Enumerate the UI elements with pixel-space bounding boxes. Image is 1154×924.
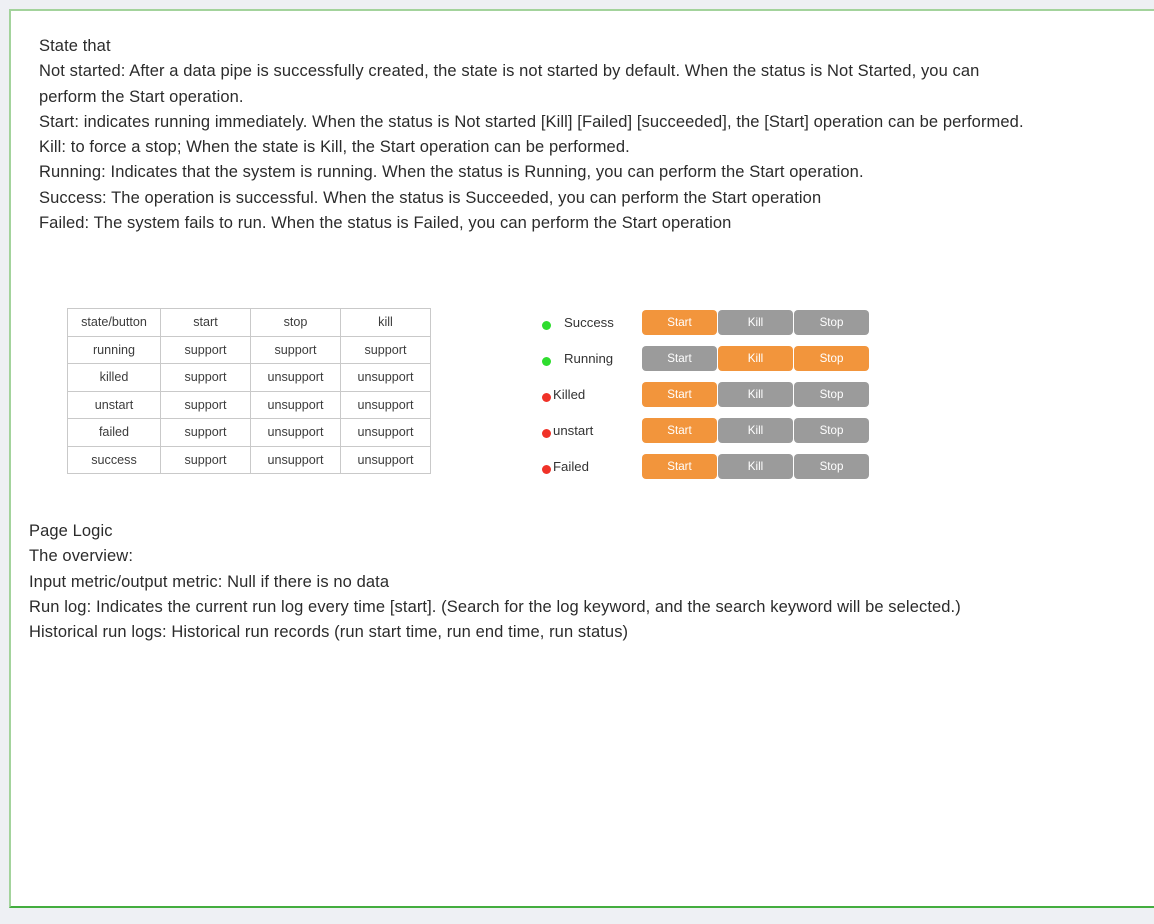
state-description-line-3: Kill: to force a stop; When the state is Kill, the Start operation can be performed. xyxy=(39,138,630,157)
state-button-support-table xyxy=(67,308,431,474)
stop-button[interactable]: Stop xyxy=(794,418,869,443)
state-description-block xyxy=(39,34,1039,236)
table-row xyxy=(68,336,431,364)
page-logic-line-1: The overview: xyxy=(29,547,134,566)
table-header-cell: start xyxy=(161,309,251,337)
document-frame xyxy=(9,9,1154,908)
table-cell: unsupport xyxy=(251,391,341,419)
stop-button[interactable]: Stop xyxy=(794,382,869,407)
table-cell: support xyxy=(251,336,341,364)
stop-button[interactable]: Stop xyxy=(794,310,869,335)
table-cell: support xyxy=(341,336,431,364)
status-row xyxy=(533,344,893,380)
state-description-line-6: Failed: The system fails to run. When the status is Failed, you can perform the Start operation xyxy=(39,214,732,233)
state-description-line-2: Start: indicates running immediately. When the status is Not started [Kill] [Failed] [succeeded], the [Start] operation can be performed. xyxy=(39,112,1024,131)
table-cell: unsupport xyxy=(251,446,341,474)
table-cell: support xyxy=(161,419,251,447)
table-cell: unsupport xyxy=(341,446,431,474)
table-cell: unsupport xyxy=(341,391,431,419)
start-button[interactable]: Start xyxy=(642,310,717,335)
status-green-dot-icon xyxy=(542,357,551,366)
status-red-dot-icon xyxy=(542,429,551,438)
kill-button[interactable]: Kill xyxy=(718,382,793,407)
table-cell: support xyxy=(161,391,251,419)
status-label: Success xyxy=(564,315,614,330)
start-button[interactable]: Start xyxy=(642,418,717,443)
page-logic-line-2: Input metric/output metric: Null if there is no data xyxy=(29,572,390,591)
table-header-row xyxy=(68,309,431,337)
status-action-panel xyxy=(533,308,893,488)
status-label: unstart xyxy=(553,423,594,438)
status-red-dot-icon xyxy=(542,465,551,474)
table-header-cell: stop xyxy=(251,309,341,337)
kill-button[interactable]: Kill xyxy=(718,346,793,371)
table-cell: support xyxy=(161,336,251,364)
status-label: Running xyxy=(564,351,614,366)
table-row-state-cell: success xyxy=(68,446,161,474)
kill-button[interactable]: Kill xyxy=(718,454,793,479)
table-cell: unsupport xyxy=(251,419,341,447)
page-logic-line-3: Run log: Indicates the current run log every time [start]. (Search for the log keyword, and the search keyword will be selected.) xyxy=(29,597,961,616)
state-description-line-4: Running: Indicates that the system is running. When the status is Running, you can perform the Start operation. xyxy=(39,163,864,182)
table-header-cell: kill xyxy=(341,309,431,337)
kill-button[interactable]: Kill xyxy=(718,418,793,443)
table-row xyxy=(68,391,431,419)
page-logic-line-4: Historical run logs: Historical run records (run start time, run end time, run status) xyxy=(29,623,629,642)
page-logic-line-0: Page Logic xyxy=(29,522,113,540)
table-cell: support xyxy=(161,364,251,392)
status-red-dot-icon xyxy=(542,393,551,402)
table-cell: unsupport xyxy=(341,364,431,392)
table-row-state-cell: running xyxy=(68,336,161,364)
stop-button[interactable]: Stop xyxy=(794,346,869,371)
table-row-state-cell: killed xyxy=(68,364,161,392)
status-row xyxy=(533,416,893,452)
stop-button[interactable]: Stop xyxy=(794,454,869,479)
table-cell: unsupport xyxy=(251,364,341,392)
table-row-state-cell: failed xyxy=(68,419,161,447)
table-row xyxy=(68,364,431,392)
status-row xyxy=(533,452,893,488)
start-button[interactable]: Start xyxy=(642,454,717,479)
status-green-dot-icon xyxy=(542,321,551,330)
state-description-line-5: Success: The operation is successful. When the status is Succeeded, you can perform the Start operation xyxy=(39,188,822,207)
table-row-state-cell: unstart xyxy=(68,391,161,419)
kill-button[interactable]: Kill xyxy=(718,310,793,335)
table-cell: unsupport xyxy=(341,419,431,447)
state-description-line-0: State that xyxy=(39,37,111,55)
state-description-line-1: Not started: After a data pipe is successfully created, the state is not started by default. When the status is Not Started, you can perform the Start operation. xyxy=(39,62,985,106)
table-body xyxy=(68,309,431,474)
status-label: Killed xyxy=(553,387,586,402)
status-row xyxy=(533,308,893,344)
table-row xyxy=(68,419,431,447)
start-button[interactable]: Start xyxy=(642,382,717,407)
table-cell: support xyxy=(161,446,251,474)
start-button[interactable]: Start xyxy=(642,346,717,371)
table-header-cell: state/button xyxy=(68,309,161,337)
status-label: Failed xyxy=(553,459,589,474)
page-logic-block xyxy=(29,519,1129,645)
status-row xyxy=(533,380,893,416)
table-row xyxy=(68,446,431,474)
